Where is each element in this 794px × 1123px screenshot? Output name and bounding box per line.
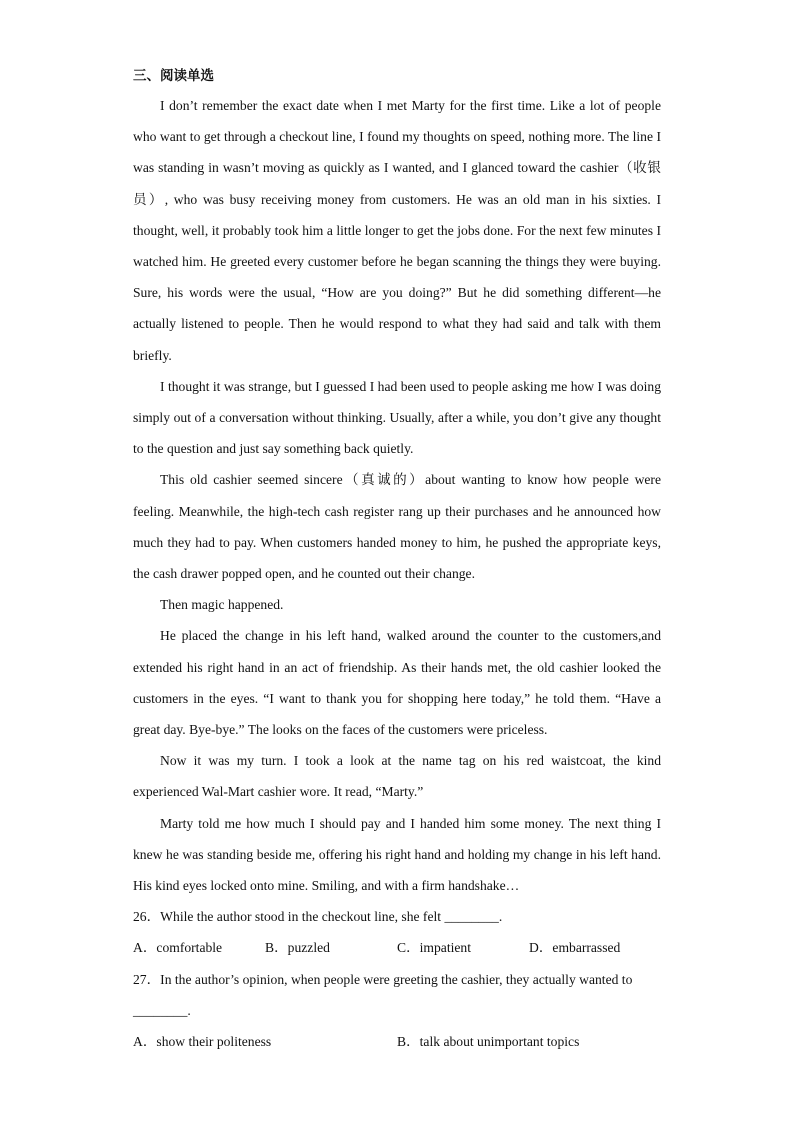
page-content — [133, 62, 661, 1057]
passage-paragraph-3: This old cashier seemed sincere（真诚的）about wanting to know how people were feeling. Meanwhile, the high-tech cash register rang up their purchases and he announced how much they had to pay. When customers handed money to him, he pushed the appropriate keys, the cash drawer popped open, and he counted out their change. — [133, 472, 661, 582]
passage-paragraph-5: He placed the change in his left hand, walked around the counter to the customers,and extended his right hand in an act of friendship. As their hands met, the old cashier looked the customers in the eyes. “I want to thank you for shopping here today,” he told them. “Have a great day. Bye-bye.” The looks on the faces of the customers were priceless. — [133, 628, 661, 738]
section-title: 三、阅读单选 — [133, 68, 214, 84]
question-26-options — [133, 932, 661, 963]
question-26-option-c[interactable]: C．impatient — [397, 940, 472, 956]
passage-paragraph-7: Marty told me how much I should pay and I handed him some money. The next thing I knew he was standing beside me, offering his right hand and holding my change in his left hand. His kind eyes locked onto mine. Smiling, and with a firm handshake… — [133, 815, 661, 894]
passage-paragraph-6: Now it was my turn. I took a look at the name tag on his red waistcoat, the kind experienced Wal-Mart cashier wore. It read, “Marty.” — [133, 753, 661, 800]
question-27-option-b[interactable]: B．talk about unimportant topics — [397, 1034, 580, 1050]
question-26-option-d[interactable]: D．embarrassed — [529, 940, 621, 956]
passage-paragraph-1: I don’t remember the exact date when I met Marty for the first time. Like a lot of people who want to get through a checkout line, I found my thoughts on speed, nothing more. The line I was standing in wasn’t moving as quickly as I wanted, and I glanced toward the cashier（收银员）, who was busy receiving money from customers. He was an old man in his sixties. I thought, well, it probably took him a little longer to get the jobs done. For the next few minutes I watched him. He greeted every customer before he began scanning the things they were buying. Sure, his words were the usual, “How are you doing?” But he did something different—he actually listened to people. Then he would respond to what they had said and talk with them briefly. — [133, 98, 661, 363]
question-26-stem: 26．While the author stood in the checkout line, she felt ________. — [133, 909, 503, 925]
question-26-option-a[interactable]: A．comfortable — [133, 940, 223, 956]
passage-paragraph-4: Then magic happened. — [160, 597, 284, 613]
question-27-stem: 27．In the author’s opinion, when people were greeting the cashier, they actually wanted to ________. — [133, 971, 633, 1018]
passage-paragraph-2: I thought it was strange, but I guessed I had been used to people asking me how I was doing simply out of a conversation without thinking. Usually, after a while, you don’t give any thought to the question and just say something back quietly. — [133, 378, 661, 457]
question-27-options — [133, 1026, 661, 1057]
question-27-option-a[interactable]: A．show their politeness — [133, 1034, 272, 1050]
question-26-option-b[interactable]: B．puzzled — [265, 940, 330, 956]
